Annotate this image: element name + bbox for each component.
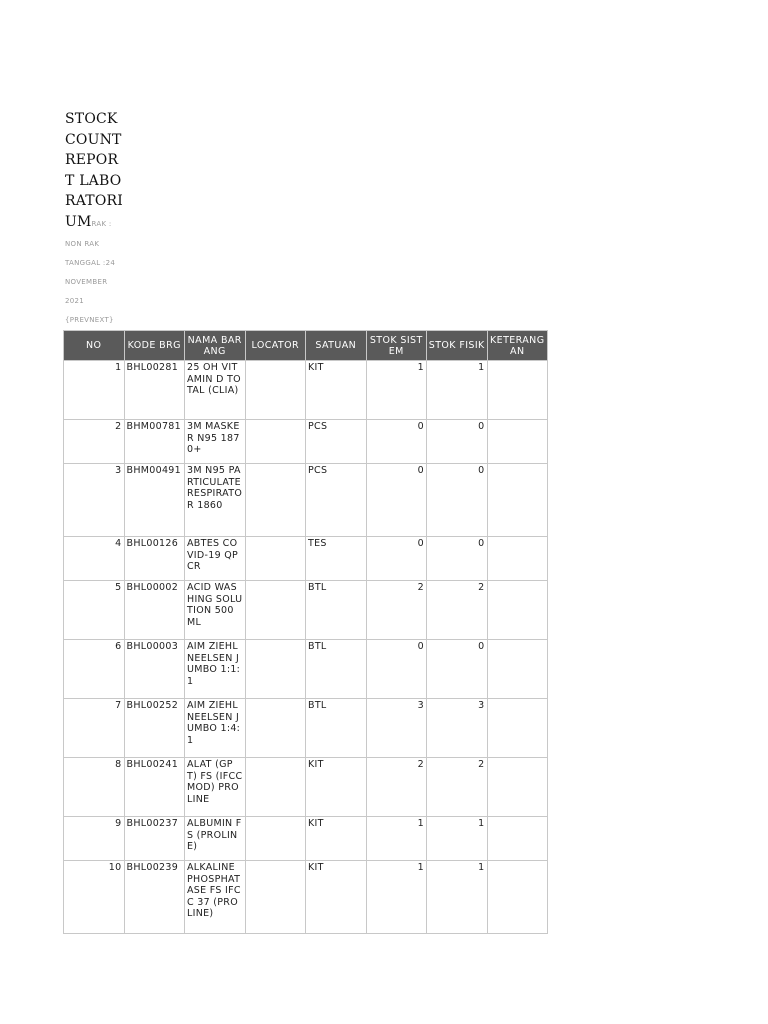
cell-stok-sistem: 1 — [367, 361, 427, 419]
table-row — [64, 361, 547, 419]
cell-kode: BHL00002 — [125, 581, 185, 639]
cell-keterangan — [488, 817, 548, 860]
cell-satuan: PCS — [306, 464, 366, 536]
cell-stok-sistem: 2 — [367, 581, 427, 639]
cell-stok-fisik: 2 — [427, 581, 487, 639]
cell-locator — [246, 640, 306, 698]
cell-nama: 3M N95 PARTICULATE RESPIRATOR 1860 — [185, 464, 245, 536]
cell-nama: ABTES COVID-19 QPCR — [185, 537, 245, 580]
table-row — [64, 420, 547, 463]
table-row — [64, 699, 547, 757]
cell-kode: BHL00239 — [125, 861, 185, 933]
cell-stok-sistem: 1 — [367, 861, 427, 933]
cell-kode: BHM00491 — [125, 464, 185, 536]
cell-satuan: KIT — [306, 861, 366, 933]
cell-no: 6 — [64, 640, 124, 698]
header-stok-sistem: STOK SISTEM — [367, 331, 427, 360]
cell-nama: 25 OH VITAMIN D TOTAL (CLIA) — [185, 361, 245, 419]
cell-stok-sistem: 2 — [367, 758, 427, 816]
rak-label: RAK : — [91, 219, 112, 228]
cell-nama: ALBUMIN FS (PROLINE) — [185, 817, 245, 860]
cell-satuan: BTL — [306, 581, 366, 639]
cell-kode: BHL00237 — [125, 817, 185, 860]
header-stok-fisik: STOK FISIK — [427, 331, 487, 360]
header-keterangan: KETERANGAN — [488, 331, 548, 360]
cell-locator — [246, 861, 306, 933]
header-locator: LOCATOR — [246, 331, 306, 360]
cell-stok-sistem: 0 — [367, 464, 427, 536]
cell-stok-sistem: 0 — [367, 640, 427, 698]
cell-stok-fisik: 2 — [427, 758, 487, 816]
cell-locator — [246, 758, 306, 816]
cell-stok-fisik: 0 — [427, 420, 487, 463]
cell-keterangan — [488, 361, 548, 419]
table-row — [64, 581, 547, 639]
table-row — [64, 640, 547, 698]
cell-keterangan — [488, 861, 548, 933]
cell-no: 1 — [64, 361, 124, 419]
cell-keterangan — [488, 699, 548, 757]
cell-stok-sistem: 1 — [367, 817, 427, 860]
cell-satuan: KIT — [306, 817, 366, 860]
cell-stok-fisik: 3 — [427, 699, 487, 757]
cell-locator — [246, 537, 306, 580]
cell-satuan: KIT — [306, 361, 366, 419]
cell-no: 3 — [64, 464, 124, 536]
cell-stok-fisik: 0 — [427, 640, 487, 698]
table-header-row — [64, 331, 547, 360]
cell-no: 7 — [64, 699, 124, 757]
cell-kode: BHL00252 — [125, 699, 185, 757]
tanggal-label: TANGGAL : — [65, 259, 106, 267]
report-title: STOCK COUNT REPORT LABORATORIUM — [65, 111, 123, 230]
cell-stok-sistem: 3 — [367, 699, 427, 757]
cell-stok-fisik: 1 — [427, 817, 487, 860]
cell-keterangan — [488, 537, 548, 580]
report-header — [65, 108, 127, 326]
stock-table — [63, 330, 548, 934]
header-kode-brg: KODE BRG — [125, 331, 185, 360]
cell-no: 10 — [64, 861, 124, 933]
table-row — [64, 464, 547, 536]
cell-satuan: BTL — [306, 640, 366, 698]
cell-no: 2 — [64, 420, 124, 463]
cell-kode: BHL00126 — [125, 537, 185, 580]
cell-stok-sistem: 0 — [367, 420, 427, 463]
prev-next-nav: {PREVNEXT} — [65, 316, 114, 324]
cell-satuan: KIT — [306, 758, 366, 816]
header-no: NO — [64, 331, 124, 360]
cell-locator — [246, 420, 306, 463]
cell-keterangan — [488, 758, 548, 816]
cell-nama: ACID WASHING SOLUTION 500 ML — [185, 581, 245, 639]
report-meta — [65, 220, 115, 325]
cell-nama: ALAT (GPT) FS (IFCC MOD) PROLINE — [185, 758, 245, 816]
cell-stok-fisik: 1 — [427, 361, 487, 419]
cell-satuan: TES — [306, 537, 366, 580]
cell-keterangan — [488, 640, 548, 698]
cell-locator — [246, 817, 306, 860]
cell-satuan: BTL — [306, 699, 366, 757]
cell-kode: BHM00781 — [125, 420, 185, 463]
table-row — [64, 861, 547, 933]
table-row — [64, 758, 547, 816]
cell-no: 4 — [64, 537, 124, 580]
cell-stok-sistem: 0 — [367, 537, 427, 580]
cell-nama: AIM ZIEHL NEELSEN JUMBO 1:4:1 — [185, 699, 245, 757]
cell-no: 8 — [64, 758, 124, 816]
cell-locator — [246, 699, 306, 757]
cell-keterangan — [488, 464, 548, 536]
cell-locator — [246, 581, 306, 639]
cell-locator — [246, 361, 306, 419]
cell-keterangan — [488, 581, 548, 639]
cell-nama: ALKALINE PHOSPHATASE FS IFCC 37 (PROLINE) — [185, 861, 245, 933]
cell-nama: 3M MASKER N95 1870+ — [185, 420, 245, 463]
rak-value: NON RAK — [65, 240, 100, 248]
header-nama-barang: NAMA BARANG — [185, 331, 245, 360]
cell-stok-fisik: 1 — [427, 861, 487, 933]
tanggal-value: 24 NOVEMBER 2021 — [65, 259, 116, 305]
cell-no: 9 — [64, 817, 124, 860]
cell-stok-fisik: 0 — [427, 464, 487, 536]
table-row — [64, 537, 547, 580]
table-row — [64, 817, 547, 860]
cell-kode: BHL00241 — [125, 758, 185, 816]
cell-no: 5 — [64, 581, 124, 639]
header-satuan: SATUAN — [306, 331, 366, 360]
cell-kode: BHL00281 — [125, 361, 185, 419]
cell-nama: AIM ZIEHL NEELSEN JUMBO 1:1:1 — [185, 640, 245, 698]
cell-stok-fisik: 0 — [427, 537, 487, 580]
cell-keterangan — [488, 420, 548, 463]
cell-locator — [246, 464, 306, 536]
cell-kode: BHL00003 — [125, 640, 185, 698]
cell-satuan: PCS — [306, 420, 366, 463]
